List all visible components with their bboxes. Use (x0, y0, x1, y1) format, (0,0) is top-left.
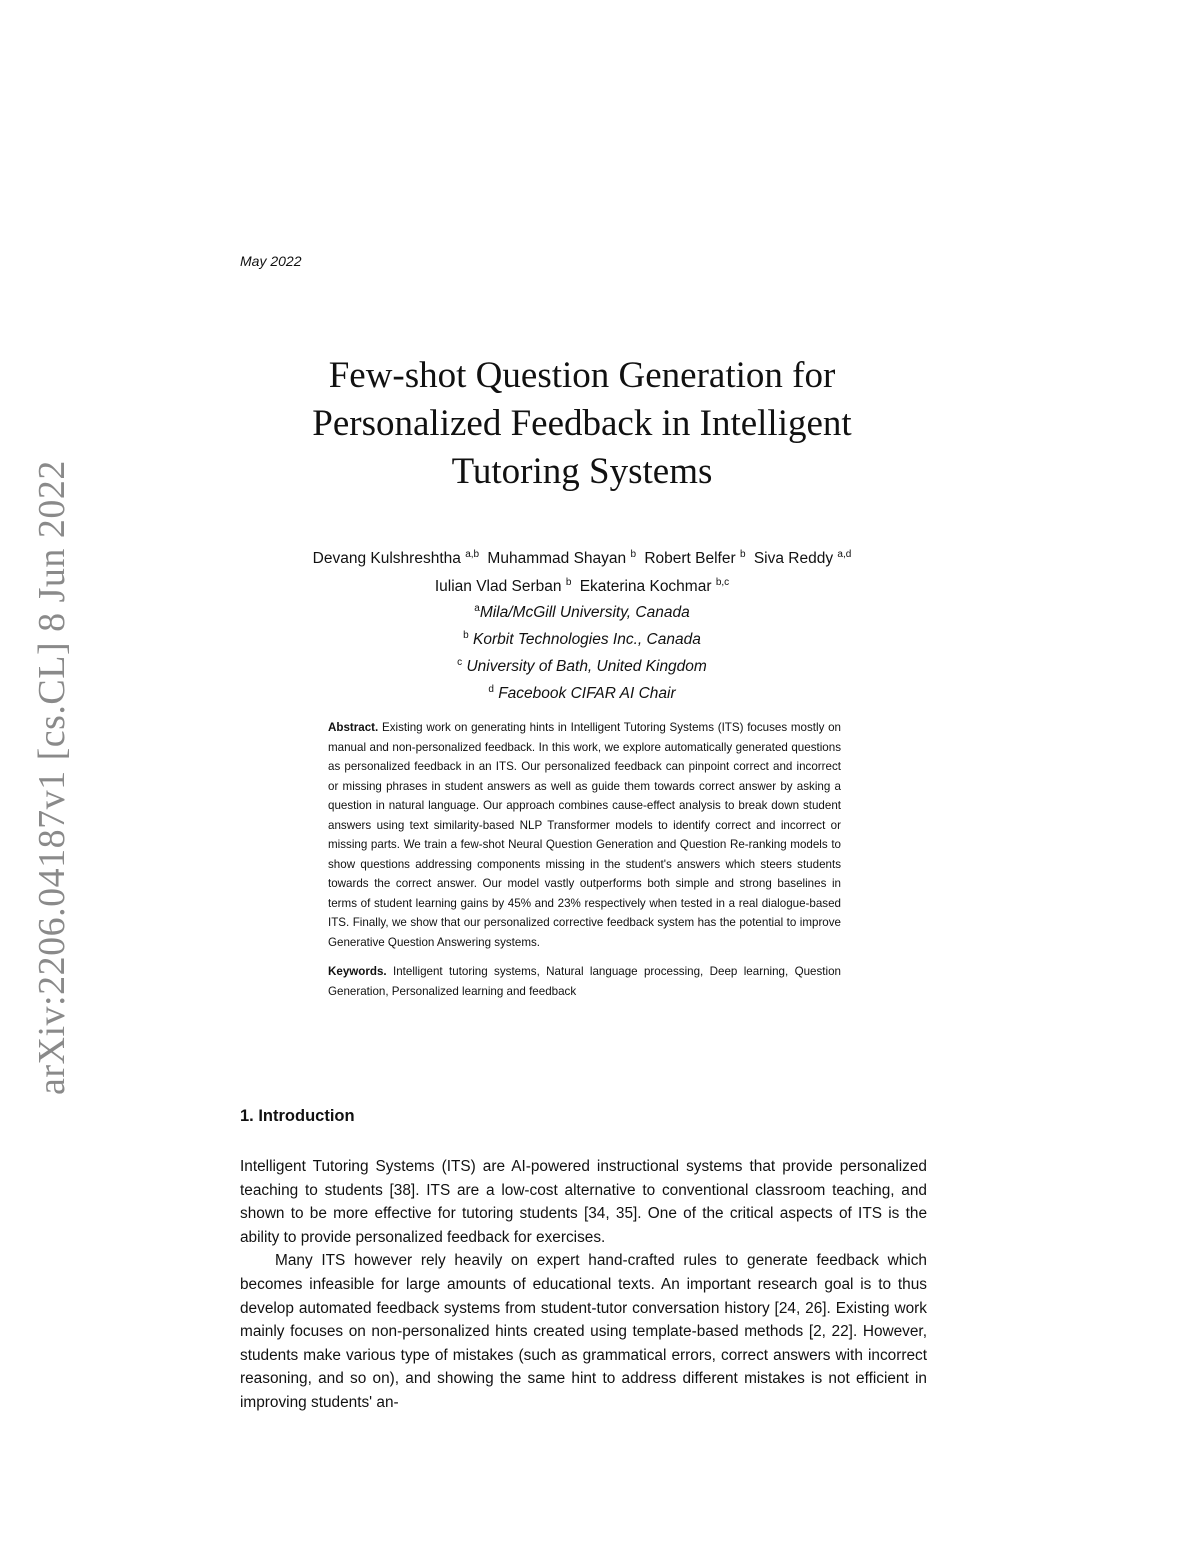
author: Devang Kulshreshtha $^{a,b}$ (312, 549, 480, 568)
authors-line-1 (240, 543, 924, 571)
abstract (328, 718, 841, 1001)
author: Robert Belfer $^b$ (644, 549, 746, 568)
keywords (328, 962, 841, 1001)
authors-line-2 (240, 571, 924, 599)
title-line: Tutoring Systems (451, 451, 713, 492)
abstract-text: Existing work on generating hints in Intelligent Tutoring Systems (ITS) focuses mostly on manual and non-personalized feedback. In this work, we explore automatically generated questions as personalized feedback in an ITS. Our personalized feedback can pinpoint correct and incorrect or missing phrases in student answers as well as guide them towards correct answer by asking a question in natural language. Our approach combines cause-effect analysis to break down student answers using text similarity-based NLP Transformer models to identify correct and incorrect or missing parts. We train a few-shot Neural Question Generation and Question Re-ranking models to show questions addressing components missing in the student's answers which steers students towards the correct answer. Our model vastly outperforms both simple and strong baselines in terms of student learning gains by 45% and 23% respectively when tested in a real dialogue-based ITS. Finally, we show that our personalized corrective feedback system has the potential to improve Generative Question Answering systems. (328, 721, 841, 949)
paragraph: Many ITS however rely heavily on expert hand-crafted rules to generate feedback which becomes infeasible for large amounts of educational texts. An important research goal is to thus develop automated feedback systems from student-tutor conversation history [24, 26]. Existing work mainly focuses on non-personalized hints created using template-based methods [2, 22]. However, students make various type of mistakes (such as grammatical errors, correct answers with incorrect reasoning, and so on), and showing the same hint to address different mistakes is not efficient in improving students' an- (240, 1252, 927, 1411)
author: Muhammad Shayan $^b$ (487, 549, 637, 568)
paper-title (240, 352, 924, 496)
author: Siva Reddy $^{a,d}$ (753, 549, 852, 568)
arxiv-sidebar-id: arXiv:2206.04187v1 [cs.CL] 8 Jun 2022 (31, 460, 73, 1095)
date: May 2022 (240, 253, 302, 269)
intro-body (240, 1155, 927, 1415)
affiliation: $^a$Mila/McGill University, Canada (474, 603, 690, 622)
section-heading: 1. Introduction (240, 1107, 355, 1125)
keywords-text: Intelligent tutoring systems, Natural language processing, Deep learning, Question Generation, Personalized learning and feedback (328, 965, 841, 998)
keywords-label: Keywords. (328, 965, 387, 978)
authors (240, 543, 924, 599)
paragraph: Intelligent Tutoring Systems (ITS) are AI-powered instructional systems that provide personalized teaching to students [38]. ITS are a low-cost alternative to conventional classroom teaching, and shown to be more effective for tutoring students [34, 35]. One of the critical aspects of ITS is the ability to provide personalized feedback for exercises. (240, 1158, 927, 1246)
abstract-label: Abstract. (328, 721, 379, 734)
author: Ekaterina Kochmar $^{b,c}$ (579, 577, 730, 596)
title-line: Personalized Feedback in Intelligent (312, 403, 852, 444)
title-line: Few-shot Question Generation for (328, 355, 836, 396)
affiliations (240, 597, 924, 706)
affiliation: $^d$ Facebook CIFAR AI Chair (488, 684, 676, 703)
affiliation: $^b$ Korbit Technologies Inc., Canada (463, 630, 701, 649)
affiliation: $^c$ University of Bath, United Kingdom (457, 657, 707, 676)
author: Iulian Vlad Serban $^b$ (434, 577, 572, 596)
abstract-body (328, 718, 841, 952)
